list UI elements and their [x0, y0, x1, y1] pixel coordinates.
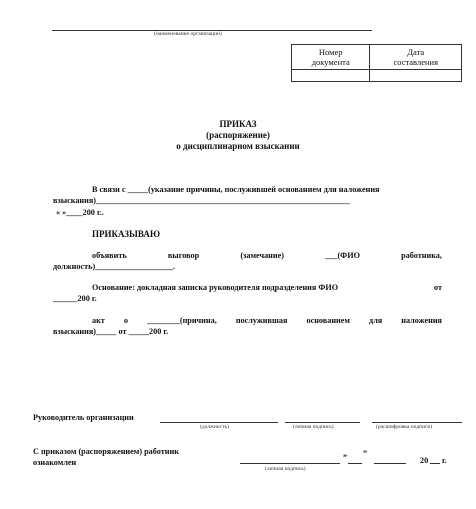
ack-year-suffix: г.	[442, 456, 447, 465]
ack-year: 20	[420, 456, 429, 465]
signature-caption: (личная подпись)	[293, 424, 334, 430]
reason-date: « »____200 г..	[56, 208, 104, 217]
order-line-1: объявить выговор (замечание) ___(ФИО работника,	[92, 251, 442, 260]
ack-year-line[interactable]	[430, 463, 440, 464]
ack-quote-close: ”	[363, 449, 368, 458]
basis-line-2: ______200 г.	[53, 294, 97, 303]
ack-line-1: С приказом (распоряжением) работник	[33, 447, 179, 456]
ack-signature-caption: (личная подпись)	[265, 466, 306, 472]
act-line-2: взыскания)_____ от _____200 г.	[53, 327, 169, 336]
order-heading: ПРИКАЗЫВАЮ	[92, 229, 160, 239]
date-header: Дата составления	[370, 45, 462, 70]
position-line[interactable]	[160, 422, 278, 423]
registration-table	[291, 44, 462, 82]
ack-quote-open: „	[343, 449, 348, 458]
ack-line-2: ознакомлен	[33, 458, 77, 467]
decode-line[interactable]	[372, 422, 462, 423]
date-cell[interactable]	[370, 70, 462, 82]
ack-day-line[interactable]	[348, 463, 362, 464]
document-topic: о дисциплинарном взыскании	[176, 141, 300, 151]
doc-number-header: Номер документа	[292, 45, 370, 70]
position-caption: (должность)	[200, 424, 229, 430]
reason-line-2: взыскания)______________________________________________________________	[53, 196, 350, 205]
doc-number-cell[interactable]	[292, 70, 370, 82]
document-subtitle: (распоряжение)	[206, 130, 270, 140]
document-title: ПРИКАЗ	[219, 119, 257, 129]
decode-caption: (расшифровка подписи)	[376, 424, 433, 430]
order-line-2: должность)___________________.	[53, 262, 176, 271]
org-caption: (наименование организации)	[154, 31, 222, 37]
reason-line-1: В связи с _____(указание причины, послужившей основанием для наложения	[92, 185, 380, 194]
act-line-1: акт о ________(причина, послужившая основанием для наложения	[92, 316, 442, 325]
ack-signature-line[interactable]	[240, 463, 340, 464]
ack-month-line[interactable]	[374, 463, 406, 464]
basis-line-1: Основание: докладная записка руководителя подразделения ФИО от	[92, 283, 442, 292]
signature-label: Руководитель организации	[33, 413, 134, 422]
signature-line[interactable]	[285, 422, 360, 423]
